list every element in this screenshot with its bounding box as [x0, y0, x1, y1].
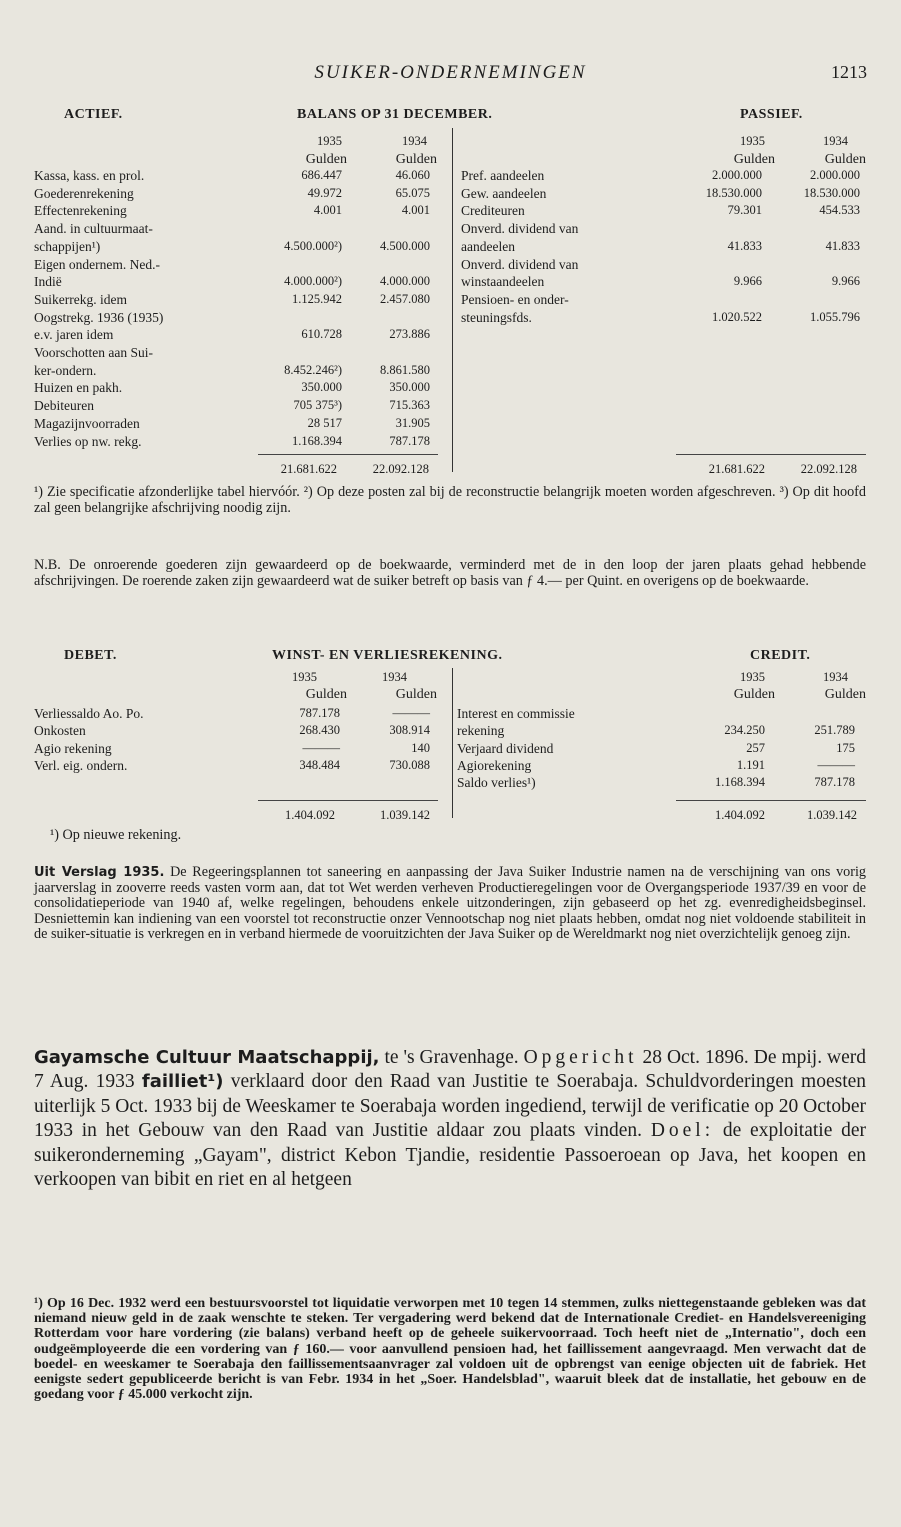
year-heading: 1934: [402, 134, 427, 148]
row-label: Verl. eig. ondern.: [34, 757, 128, 773]
report-lead: Uit Verslag 1935.: [34, 865, 165, 880]
pl-left-title: DEBET.: [64, 648, 117, 663]
balance-left-title: ACTIEF.: [64, 107, 123, 122]
year-heading: 1935: [317, 134, 342, 148]
value-previous: 715.363: [389, 398, 430, 413]
value-current: 1.168.394: [715, 775, 765, 790]
value-current: 1.191: [736, 757, 765, 772]
value-previous: 308.914: [389, 723, 430, 738]
row-label: Gew. aandeelen: [461, 185, 547, 201]
bottom-footnote: ¹) Op 16 Dec. 1932 werd een bestuursvoorstel tot liquidatie verworpen met 10 tegen 14 stemmen, zulks niettegenstaande gebleken was dat niemand nieuw geld in de zaak wenschte te steken. Ter vergadering werd bekend dat de Internationale Crediet- en Handelsvereeniging Rotterdam voor hare vordering (zie balans) verband heeft op de geheele suikervoorraad. Toch heeft niet de „Internatio", doch een oudgeëmployeerde die een vordering van ƒ 160.— voor aanvullend pensioen had, het faillissement aangevraagd. Men verwacht dat de boedel- en weeskamer te Soerabaja den faillissementsaanvrager zal voldoen uit de opbrengst van eenige objecten uit de fabriek. Het eenigste sedert gepubliceerde bericht is van Febr. 1934 in het „Soer. Handelsblad", waaruit bleek dat de installatie, het gebouw en de goedang voor ƒ 45.000 verkocht zijn.: [34, 1296, 866, 1403]
opgericht-label: Opgericht: [523, 1047, 638, 1068]
value-current: 610.728: [301, 327, 342, 342]
row-label: e.v. jaren idem: [34, 327, 114, 343]
value-previous: 251.789: [814, 723, 855, 738]
year-heading: 1935: [740, 670, 765, 684]
value-previous: 454.533: [819, 203, 860, 218]
value-current: 1.125.942: [292, 291, 342, 306]
assets-total-1934: 22.092.128: [372, 462, 429, 476]
value-previous: 175: [836, 740, 855, 755]
row-label: Kassa, kass. en prol.: [34, 168, 145, 183]
value-previous: 41.833: [825, 238, 860, 253]
unit-heading: Gulden: [395, 687, 437, 702]
row-label: Oogstrekg. 1936 (1935): [34, 309, 164, 325]
value-previous: 65.075: [395, 185, 430, 200]
assets-total-1935: 21.681.622: [280, 462, 337, 476]
pl-right-title: CREDIT.: [750, 648, 811, 663]
unit-heading: Gulden: [305, 687, 347, 702]
row-label: schappijen¹): [34, 238, 101, 254]
row-label: ker-ondern.: [34, 362, 97, 378]
value-current: 9.966: [733, 274, 762, 289]
balance-title: BALANS OP 31 DECEMBER.: [297, 107, 493, 122]
row-label: Debiteuren: [34, 398, 94, 414]
unit-heading: Gulden: [824, 152, 866, 167]
nb-paragraph: N.B. De onroerende goederen zijn gewaardeerd op de boekwaarde, verminderd met de in den loop der jaren plaats gehad hebbende afschrijvingen. De roerende zaken zijn gewaardeerd wat de suiker betreft op basis van ƒ 4.— per Quint. en overigens op de boekwaarde.: [34, 557, 866, 589]
value-previous: 4.500.000: [380, 238, 430, 253]
value-current: 257: [746, 740, 765, 755]
value-current: 28 517: [307, 415, 342, 430]
value-current: 350.000: [301, 380, 342, 395]
unit-heading: Gulden: [305, 152, 347, 167]
value-current: 4.500.000²): [284, 238, 342, 253]
total-rule: [676, 454, 866, 455]
row-label: Onkosten: [34, 723, 86, 739]
row-label: Verlies op nw. rekg.: [34, 433, 142, 449]
row-label: Aand. in cultuurmaat-: [34, 221, 153, 237]
value-previous: 140: [411, 740, 430, 755]
year-heading: 1934: [382, 670, 407, 684]
row-label: Crediteuren: [461, 203, 525, 219]
row-label: Onverd. dividend van: [461, 256, 579, 272]
value-previous: 8.861.580: [380, 362, 430, 377]
row-label: Interest en commissie: [457, 706, 575, 721]
unit-heading: Gulden: [733, 152, 775, 167]
balance-footnote: ¹) Zie specificatie afzonderlijke tabel hiervóór. ²) Op deze posten zal bij de reconstructie belangrijk moeten worden afgeschreven. ³) Op dit hoofd zal geen belangrijke afschrijving noodig zijn.: [34, 484, 866, 516]
year-heading: 1935: [292, 670, 317, 684]
pl-footnote: ¹) Op nieuwe rekening.: [50, 827, 182, 843]
row-label: Eigen ondernem. Ned.-: [34, 256, 160, 272]
value-current: 41.833: [727, 238, 762, 253]
row-label: Suikerrekg. idem: [34, 291, 127, 307]
total-rule: [258, 800, 438, 801]
row-label: Verjaard dividend: [457, 740, 554, 756]
total-rule: [676, 800, 866, 801]
value-current: ———: [302, 740, 340, 755]
year-heading: 1934: [823, 670, 848, 684]
value-current: 348.484: [299, 757, 340, 772]
row-label: Pensioen- en onder-: [461, 291, 569, 307]
row-label: Agiorekening: [457, 757, 532, 773]
pl-divider: [452, 668, 453, 818]
value-previous: 1.055.796: [810, 309, 860, 324]
value-current: 4.001: [313, 203, 342, 218]
row-label: Verliessaldo Ao. Po.: [34, 706, 144, 721]
value-previous: ———: [817, 757, 855, 772]
liabilities-total-1934: 22.092.128: [800, 462, 857, 476]
row-label: Magazijnvoorraden: [34, 415, 140, 431]
value-current: 49.972: [307, 185, 342, 200]
company-text-3: de exploitatie der suikeronderneming „Gayam", district Kebon Tjandie, residentie Passoeroean op Java, het koopen en verkoopen van bibit en riet en al hetgeen: [34, 1120, 866, 1191]
value-previous: ———: [392, 706, 430, 720]
row-label: Saldo verlies¹): [457, 775, 536, 791]
row-label: Pref. aandeelen: [461, 168, 545, 183]
page-number: 1213: [831, 62, 867, 82]
credit-total-1935: 1.404.092: [715, 808, 765, 822]
doel-label: Doel:: [650, 1120, 715, 1142]
debit-total-1935: 1.404.092: [285, 808, 335, 822]
value-current: 234.250: [724, 723, 765, 738]
pl-title: WINST- EN VERLIESREKENING.: [272, 648, 503, 663]
row-label: Huizen en pakh.: [34, 380, 123, 396]
value-previous: 9.966: [831, 274, 860, 289]
value-previous: 730.088: [389, 757, 430, 772]
value-current: 1.168.394: [292, 433, 342, 448]
value-previous: 2.000.000: [810, 168, 860, 182]
company-text-2: verklaard door den Raad van Justitie te Soerabaja. Schuldvorderingen moesten uiterlijk 5 Oct. 1933 bij de Weeskamer te Soerabaja worden ingediend, terwijl de verificatie op 20 October 1933 in het Gebouw van den Raad van Justitie aldaar zou plaats vinden.: [34, 1071, 867, 1142]
value-previous: 46.060: [395, 168, 430, 182]
value-current: 4.000.000²): [284, 274, 342, 289]
value-current: 705 375³): [293, 398, 342, 413]
value-previous: 31.905: [395, 415, 430, 430]
row-label: Agio rekening: [34, 740, 112, 756]
failliet-label: failliet¹): [141, 1071, 224, 1093]
value-previous: 787.178: [814, 775, 855, 790]
value-current: 2.000.000: [712, 168, 762, 182]
row-label: Onverd. dividend van: [461, 221, 579, 237]
company-text-1: 28 Oct. 1896. De mpij. werd 7 Aug. 1933: [34, 1047, 866, 1093]
company-name: Gayamsche Cultuur Maatschappij,: [34, 1047, 380, 1068]
value-current: 787.178: [299, 706, 340, 720]
row-label: rekening: [457, 723, 505, 739]
row-label: winstaandeelen: [461, 274, 545, 290]
value-current: 18.530.000: [705, 185, 762, 200]
row-label: steuningsfds.: [461, 309, 532, 325]
value-previous: 4.001: [401, 203, 430, 218]
row-label: aandeelen: [461, 238, 515, 254]
row-label: Effectenrekening: [34, 203, 127, 219]
row-label: Goederenrekening: [34, 185, 134, 201]
value-previous: 787.178: [389, 433, 430, 448]
year-heading: 1935: [740, 134, 765, 148]
value-previous: 4.000.000: [380, 274, 430, 289]
value-previous: 350.000: [389, 380, 430, 395]
year-heading: 1934: [823, 134, 848, 148]
company-entry: [34, 1046, 866, 1192]
total-rule: [258, 454, 438, 455]
annual-report-excerpt: [34, 865, 866, 943]
running-title: SUIKER-ONDERNEMINGEN: [314, 62, 587, 83]
value-current: 79.301: [727, 203, 762, 218]
debit-total-1934: 1.039.142: [380, 808, 430, 822]
value-current: 686.447: [301, 168, 342, 182]
row-label: Indië: [34, 274, 62, 290]
credit-total-1934: 1.039.142: [807, 808, 857, 822]
unit-heading: Gulden: [824, 687, 866, 702]
report-body: De Regeeringsplannen tot saneering en aanpassing der Java Suiker Industrie namen na de verschijning van ons vorig jaarverslag in zooverre reeds vasten vorm aan, dat tot Wet werden verheven Productieregelingen voor de Overgangsperiode 1937/39 en voor de consolidatieperiode van 1940 af, welke regelingen, behoudens enkele uitzonderingen, zijn gebaseerd op het zg. evenredigheidsbeginsel. Desniettemin kan indiening van een voorstel tot reconstructie onzer Vennootschap nog niet plaats hebben, omdat nog niet voldoende stabiliteit in de suiker-situatie is verkregen en in verband hiermede de vooruitzichten der Java Suiker op de Wereldmarkt nog niet overzichtelijk genoeg zijn.: [34, 864, 867, 943]
value-current: 1.020.522: [712, 309, 762, 324]
row-label: Voorschotten aan Sui-: [34, 345, 153, 360]
value-current: 268.430: [299, 723, 340, 738]
liabilities-total-1935: 21.681.622: [708, 462, 765, 476]
value-previous: 2.457.080: [380, 291, 430, 306]
company-seat: te 's Gravenhage.: [384, 1047, 519, 1068]
value-previous: 18.530.000: [803, 185, 860, 200]
unit-heading: Gulden: [733, 687, 775, 702]
value-previous: 273.886: [389, 327, 430, 342]
balance-divider: [452, 128, 453, 472]
value-current: 8.452.246²): [284, 362, 342, 377]
unit-heading: Gulden: [395, 152, 437, 167]
balance-right-title: PASSIEF.: [740, 107, 803, 122]
